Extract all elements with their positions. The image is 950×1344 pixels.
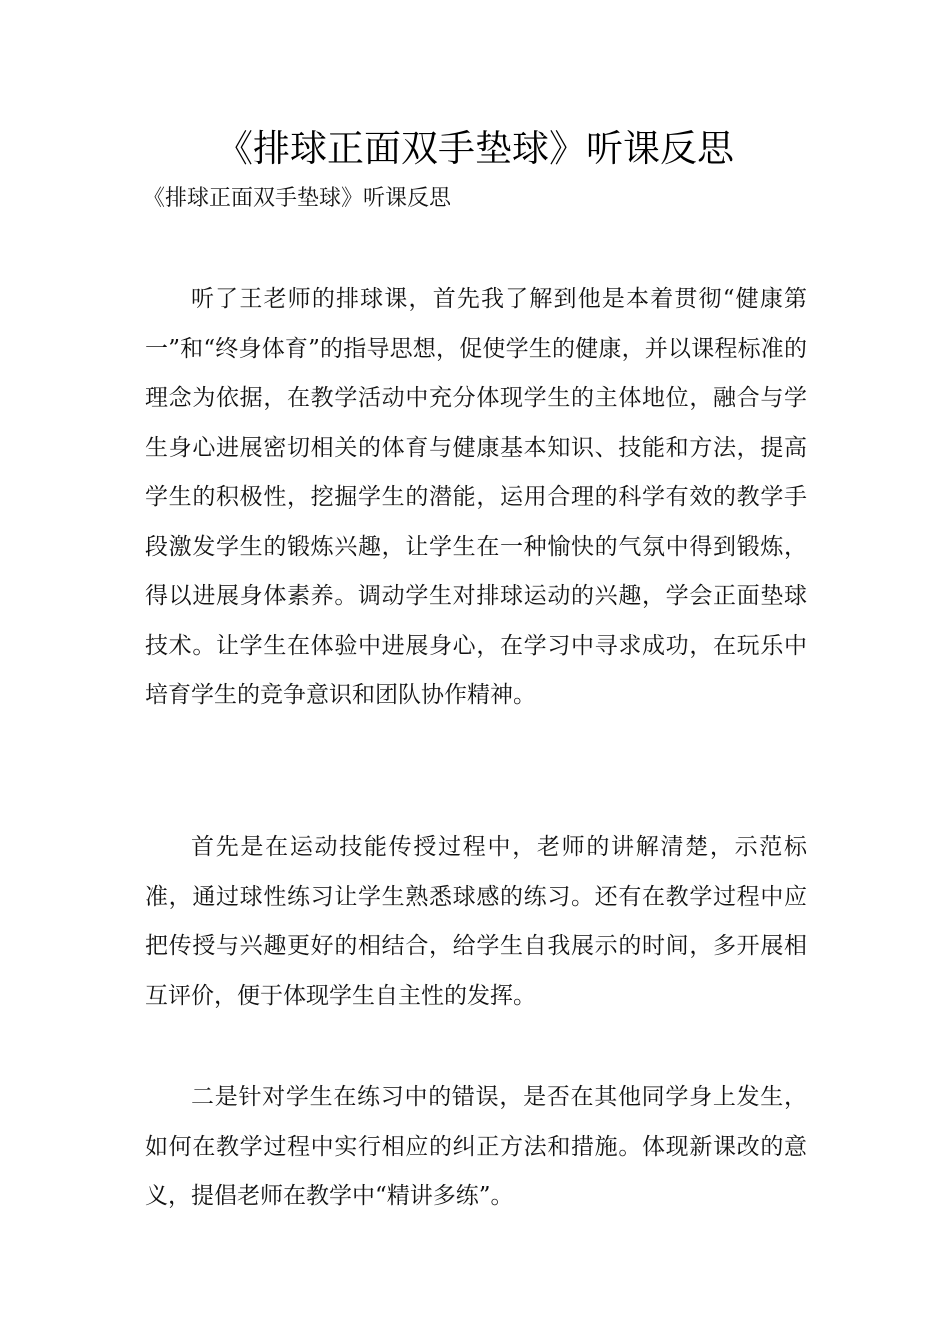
paragraph-1: 听了王老师的排球课，首先我了解到他是本着贯彻“健康第一”和“终身体育”的指导思想，促使学生的健康，并以课程标准的理念为依据，在教学活动中充分体现学生的主体地位，融合与学生身心进展密切相关的体育与健康基本知识、技能和方法，提高学生的积极性，挖掘学生的潜能，运用合理的科学有效的教学手段激发学生的锻炼兴趣，让学生在一种愉快的气氛中得到锻炼，得以进展身体素养。调动学生对排球运动的兴趣，学会正面垫球技术。让学生在体验中进展身心，在学习中寻求成功，在玩乐中培育学生的竞争意识和团队协作精神。: [145, 286, 807, 708]
paragraph-3: 二是针对学生在练习中的错误，是否在其他同学身上发生，如何在教学过程中实行相应的纠正方法和措施。体现新课改的意义，提倡老师在教学中“精讲多练”。: [145, 1084, 807, 1209]
document-subtitle: 《排球正面双手垫球》听课反思: [143, 186, 452, 211]
document-title: 《排球正面双手垫球》听课反思: [216, 127, 734, 170]
paragraph-2: 首先是在运动技能传授过程中，老师的讲解清楚，示范标准，通过球性练习让学生熟悉球感的练习。还有在教学过程中应把传授与兴趣更好的相结合，给学生自我展示的时间，多开展相互评价，便于体现学生自主性的发挥。: [145, 834, 807, 1009]
